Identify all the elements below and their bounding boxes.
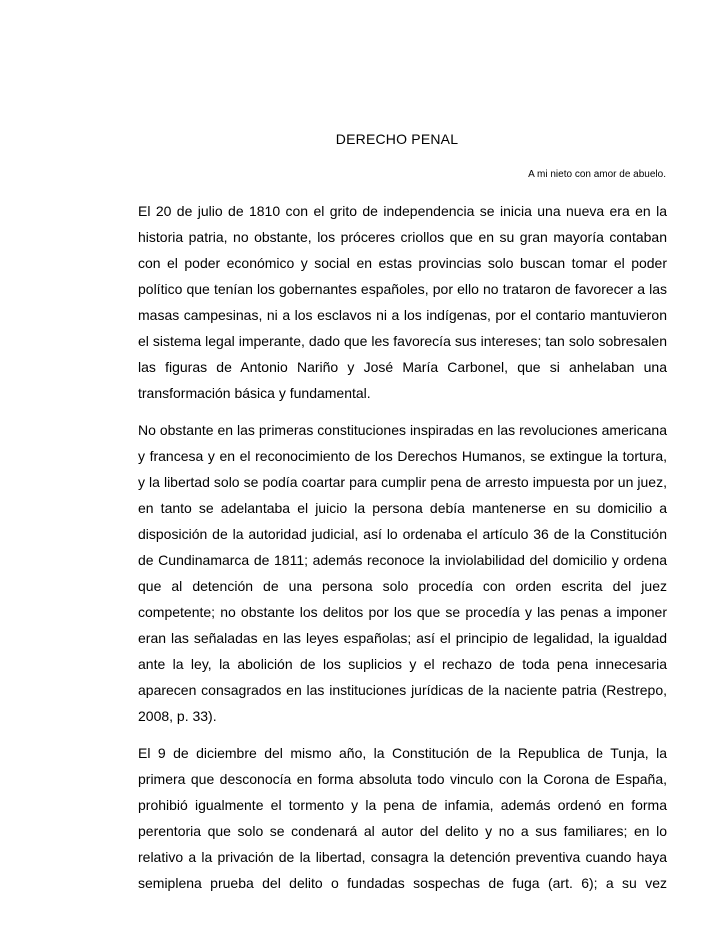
document-body (138, 198, 667, 907)
paragraph: El 9 de diciembre del mismo año, la Constitución de la Republica de Tunja, la primera que desconocía en forma absoluta todo vinculo con la Corona de España, prohibió igualmente el tormento y la pena de infamia, además ordenó en forma perentoria que solo se condenará al autor del delito y no a sus familiares; en lo relativo a la privación de la libertad, consagra la detención preventiva cuando haya semiplena prueba del delito o fundadas sospechas de fuga (art. 6); a su vez (138, 745, 667, 891)
paragraph: El 20 de julio de 1810 con el grito de independencia se inicia una nueva era en la historia patria, no obstante, los próceres criollos que en su gran mayoría contaban con el poder económico y social en estas provincias solo buscan tomar el poder político que tenían los gobernantes españoles, por ello no trataron de favorecer a las masas campesinas, ni a los esclavos ni a los indígenas, por el contario mantuvieron el sistema legal imperante, dado que les favorecía sus intereses; tan solo sobresalen las figuras de Antonio Nariño y José María Carbonel, que si anhelaban una transformación básica y fundamental. (138, 203, 667, 401)
paragraph: No obstante en las primeras constituciones inspiradas en las revoluciones americana y francesa y en el reconocimiento de los Derechos Humanos, se extingue la tortura, y la libertad solo se podía coartar para cumplir pena de arresto impuesta por un juez, en tanto se adelantaba el juicio la persona debía mantenerse en su domicilio a disposición de la autoridad judicial, así lo ordenaba el artículo 36 de la Constitución de Cundinamarca de 1811; además reconoce la inviolabilidad del domicilio y ordena que al detención de una persona solo procedía con orden escrita del juez competente; no obstante los delitos por los que se procedía y las penas a imponer eran las señaladas en las leyes españolas; así el principio de legalidad, la igualdad ante la ley, la abolición de los suplicios y el rechazo de toda pena innecesaria aparecen consagrados en las instituciones jurídicas de la naciente patria (Restrepo, 2008, p. 33). (138, 422, 667, 724)
dedication-text: A mi nieto con amor de abuelo. (528, 169, 666, 180)
document-title: DERECHO PENAL (335, 131, 459, 147)
